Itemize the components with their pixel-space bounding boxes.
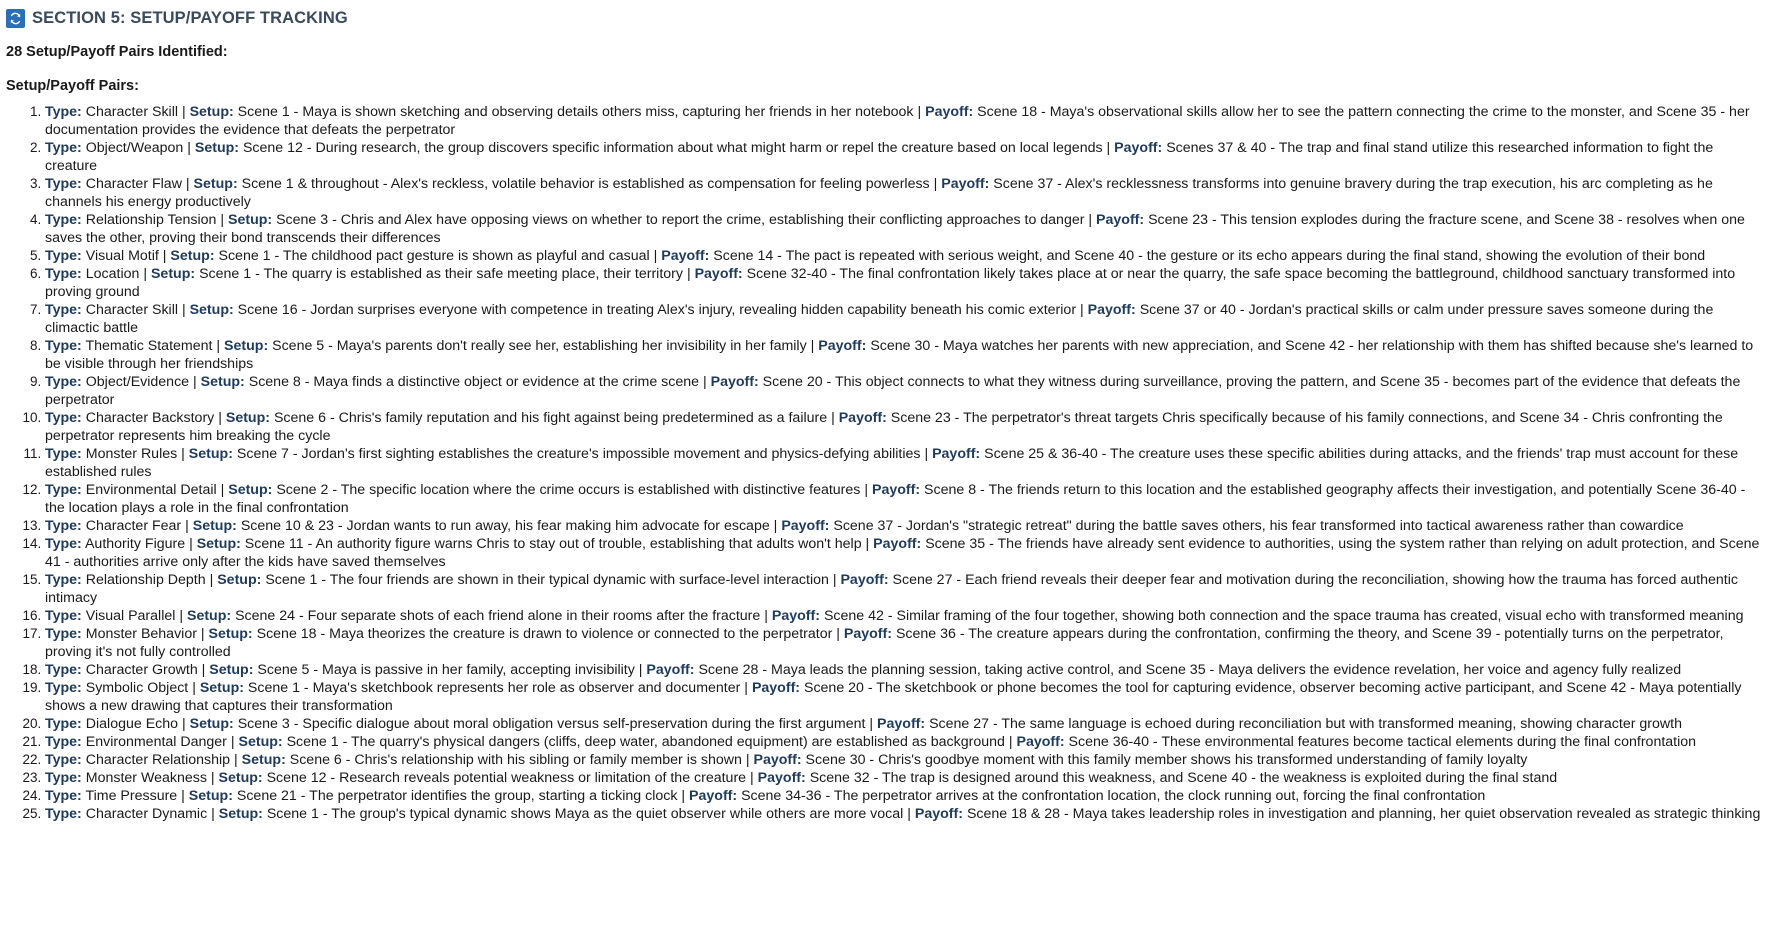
type-label: Type: — [45, 410, 82, 426]
type-value: Object/Weapon — [85, 140, 184, 156]
separator: | — [177, 446, 189, 462]
type-value: Visual Motif — [85, 248, 159, 264]
setup-label: Setup: — [193, 176, 238, 192]
list-item — [45, 661, 1768, 679]
setup-label: Setup: — [189, 104, 234, 120]
payoff-label: Payoff: — [840, 572, 889, 588]
payoff-value: Scene 36 - The creature appears during the confrontation, confirming the theory, and Scene 39 - potentially turns on the perpetrator, proving it's not fully controlled — [45, 626, 1724, 660]
separator: | — [1102, 140, 1115, 156]
separator: | — [158, 248, 171, 264]
payoff-value: Scene 18 & 28 - Maya takes leadership roles in investigation and planning, her quiet observation revealed as strategic thinking — [966, 806, 1761, 822]
setup-value: Scene 1 - Maya is shown sketching and observing details others miss, capturing her friends in her notebook — [237, 104, 914, 120]
separator: | — [740, 680, 752, 696]
separator: | — [769, 518, 782, 534]
setup-label: Setup: — [228, 212, 273, 228]
setup-label: Setup: — [209, 662, 254, 678]
list-item — [45, 679, 1768, 715]
separator: | — [860, 482, 872, 498]
separator: | — [1004, 734, 1017, 750]
setup-label: Setup: — [224, 338, 269, 354]
section-title: SECTION 5: SETUP/PAYOFF TRACKING — [32, 8, 348, 27]
setup-value: Scene 3 - Specific dialogue about moral obligation versus self-preservation during the first argument — [237, 716, 866, 732]
setup-value: Scene 2 - The specific location where the crime occurs is established with distinctive features — [276, 482, 861, 498]
setup-label: Setup: — [228, 482, 273, 498]
separator: | — [828, 572, 841, 588]
payoff-value: Scene 23 - This tension explodes during the fracture scene, and Scene 38 - resolves when one saves the other, proving their bond transcends their differences — [45, 212, 1745, 246]
separator: | — [216, 482, 229, 498]
separator: | — [181, 176, 194, 192]
setup-label: Setup: — [188, 446, 233, 462]
type-label: Type: — [45, 662, 82, 678]
setup-label: Setup: — [199, 680, 244, 696]
separator: | — [920, 446, 933, 462]
list-item — [45, 409, 1768, 445]
separator: | — [1076, 302, 1088, 318]
separator: | — [206, 770, 219, 786]
setup-value: Scene 1 - The four friends are shown in their typical dynamic with surface-level interaction — [265, 572, 829, 588]
list-item — [45, 517, 1768, 535]
list-item — [45, 481, 1768, 517]
payoff-value: Scene 37 - Jordan's "strategic retreat" during the battle saves others, his fear transformed into tactical awareness rather than cowardice — [833, 518, 1684, 534]
setup-value: Scene 24 - Four separate shots of each friend alone in their rooms after the fracture — [235, 608, 761, 624]
payoff-label: Payoff: — [753, 752, 802, 768]
type-value: Relationship Depth — [85, 572, 206, 588]
separator: | — [746, 770, 758, 786]
payoff-label: Payoff: — [781, 518, 830, 534]
type-label: Type: — [45, 536, 82, 552]
setup-label: Setup: — [189, 716, 234, 732]
list-item — [45, 103, 1768, 139]
payoff-label: Payoff: — [751, 680, 801, 696]
separator: | — [189, 374, 201, 390]
type-label: Type: — [45, 302, 82, 318]
separator: | — [827, 410, 839, 426]
setup-value: Scene 8 - Maya finds a distinctive object or evidence at the crime scene — [248, 374, 700, 390]
list-item — [45, 715, 1768, 733]
setup-label: Setup: — [217, 572, 262, 588]
type-value: Thematic Statement — [85, 338, 213, 354]
list-item — [45, 175, 1768, 211]
separator: | — [865, 716, 878, 732]
setup-value: Scene 11 - An authority figure warns Chris to stay out of trouble, establishing that adults won't help — [244, 536, 862, 552]
payoff-value: Scene 37 or 40 - Jordan's practical skills or calm under pressure saves someone during the climactic battle — [45, 302, 1714, 336]
payoff-value: Scene 20 - The sketchbook or phone becomes the tool for capturing evidence, observer becoming active participant, and Scene 42 - Maya potentially shows a new drawing that captures their transformation — [45, 680, 1742, 714]
separator: | — [178, 716, 190, 732]
payoff-label: Payoff: — [661, 248, 710, 264]
setup-label: Setup: — [170, 248, 215, 264]
separator: | — [913, 104, 926, 120]
type-value: Monster Weakness — [85, 770, 207, 786]
separator: | — [929, 176, 942, 192]
list-item — [45, 625, 1768, 661]
type-value: Character Skill — [85, 104, 178, 120]
separator: | — [1084, 212, 1097, 228]
type-value: Monster Behavior — [85, 626, 197, 642]
setup-label: Setup: — [218, 806, 263, 822]
payoff-value: Scene 14 - The pact is repeated with serious weight, and Scene 40 - the gesture or its echo appears during the final stand, showing the evolution of their bond — [713, 248, 1706, 264]
separator: | — [677, 788, 690, 804]
separator: | — [230, 752, 242, 768]
setup-label: Setup: — [186, 608, 232, 624]
separator: | — [683, 266, 695, 282]
setup-value: Scene 1 & throughout - Alex's reckless, volatile behavior is established as compensation for feeling powerless — [241, 176, 930, 192]
setup-value: Scene 3 - Chris and Alex have opposing views on whether to report the crime, establishing their conflicting approaches to danger — [276, 212, 1085, 228]
type-label: Type: — [45, 770, 82, 786]
list-item — [45, 445, 1768, 481]
type-label: Type: — [45, 608, 82, 624]
type-value: Character Flaw — [85, 176, 182, 192]
type-label: Type: — [45, 140, 82, 156]
payoff-value: Scene 30 - Chris's goodbye moment with this family member shows his transformed understanding of family loyalty — [805, 752, 1528, 768]
type-value: Character Skill — [85, 302, 178, 318]
list-item — [45, 805, 1768, 823]
payoff-label: Payoff: — [843, 626, 892, 642]
separator: | — [216, 212, 228, 228]
setup-value: Scene 7 - Jordan's first sighting establishes the creature's impossible movement and physics-defying abilities — [236, 446, 921, 462]
setup-label: Setup: — [225, 410, 270, 426]
setup-label: Setup: — [188, 788, 233, 804]
setup-label: Setup: — [238, 734, 283, 750]
payoff-label: Payoff: — [914, 806, 963, 822]
separator: | — [178, 104, 190, 120]
refresh-icon — [6, 9, 25, 28]
list-item — [45, 139, 1768, 175]
payoff-label: Payoff: — [873, 536, 922, 552]
type-value: Monster Rules — [85, 446, 178, 462]
payoff-label: Payoff: — [694, 266, 743, 282]
pairs-list — [6, 103, 1768, 823]
type-label: Type: — [45, 338, 82, 354]
setup-label: Setup: — [241, 752, 286, 768]
payoff-value: Scene 23 - The perpetrator's threat targets Chris specifically because of his family connections, and Scene 34 - Chris confronting the perpetrator represents him breaking the cycle — [45, 410, 1723, 444]
type-value: Symbolic Object — [85, 680, 189, 696]
setup-label: Setup: — [150, 266, 196, 282]
type-label: Type: — [45, 212, 82, 228]
separator: | — [806, 338, 819, 354]
payoff-value: Scene 25 & 36-40 - The creature uses these specific abilities during attacks, and the friends' trap must account for these established rules — [45, 446, 1739, 480]
type-label: Type: — [45, 482, 82, 498]
separator: | — [634, 662, 647, 678]
setup-value: Scene 1 - Maya's sketchbook represents her role as observer and documenter — [247, 680, 741, 696]
payoff-value: Scene 8 - The friends return to this location and the established geography affects their investigation, and potentially Scene 36-40 - the location plays a role in the final confrontation — [45, 482, 1746, 516]
list-item — [45, 607, 1768, 625]
setup-value: Scene 1 - The childhood pact gesture is shown as playful and casual — [218, 248, 650, 264]
type-label: Type: — [45, 734, 82, 750]
payoff-label: Payoff: — [710, 374, 759, 390]
pair-count: 28 Setup/Payoff Pairs Identified: — [6, 44, 228, 60]
type-value: Location — [85, 266, 140, 282]
type-label: Type: — [45, 806, 82, 822]
setup-value: Scene 21 - The perpetrator identifies the group, starting a ticking clock — [236, 788, 678, 804]
list-item — [45, 301, 1768, 337]
payoff-value: Scene 34-36 - The perpetrator arrives at the confrontation location, the clock running out, forcing the final confrontation — [741, 788, 1486, 804]
list-item — [45, 769, 1768, 787]
setup-label: Setup: — [200, 374, 245, 390]
setup-label: Setup: — [208, 626, 253, 642]
setup-label: Setup: — [196, 536, 241, 552]
setup-value: Scene 12 - During research, the group discovers specific information about what might harm or repel the creature based on local legends — [242, 140, 1103, 156]
setup-label: Setup: — [189, 302, 234, 318]
payoff-value: Scene 32 - The trap is designed around this weakness, and Scene 40 - the weakness is exploited during the final stand — [809, 770, 1558, 786]
type-label: Type: — [45, 374, 82, 390]
setup-label: Setup: — [192, 518, 237, 534]
type-label: Type: — [45, 446, 82, 462]
separator: | — [185, 536, 197, 552]
type-label: Type: — [45, 626, 82, 642]
payoff-value: Scene 27 - Each friend reveals their deeper fear and motivation during the reconciliation, showing how the trauma has forced authentic intimacy — [45, 572, 1738, 606]
payoff-label: Payoff: — [646, 662, 695, 678]
type-value: Character Backstory — [85, 410, 215, 426]
payoff-label: Payoff: — [941, 176, 990, 192]
separator: | — [226, 734, 239, 750]
payoff-label: Payoff: — [1096, 212, 1145, 228]
type-value: Relationship Tension — [85, 212, 217, 228]
list-item — [45, 733, 1768, 751]
type-label: Type: — [45, 788, 82, 804]
type-value: Authority Figure — [84, 536, 186, 552]
type-label: Type: — [45, 572, 82, 588]
setup-value: Scene 16 - Jordan surprises everyone with competence in treating Alex's injury, revealing hidden capability beneath his comic exterior — [237, 302, 1077, 318]
type-value: Time Pressure — [85, 788, 178, 804]
setup-value: Scene 12 - Research reveals potential weakness or limitation of the creature — [266, 770, 747, 786]
separator: | — [196, 626, 209, 642]
payoff-label: Payoff: — [689, 788, 738, 804]
separator: | — [205, 572, 218, 588]
list-item — [45, 211, 1768, 247]
setup-value: Scene 6 - Chris's family reputation and his fight against being predetermined as a failure — [273, 410, 828, 426]
setup-value: Scene 10 & 23 - Jordan wants to run away, his fear making him advocate for escape — [240, 518, 770, 534]
separator: | — [188, 680, 200, 696]
separator: | — [197, 662, 210, 678]
payoff-value: Scene 28 - Maya leads the planning session, taking active control, and Scene 35 - Maya delivers the evidence revelation, her voice and agency fully realized — [698, 662, 1682, 678]
separator: | — [177, 788, 189, 804]
type-value: Character Relationship — [85, 752, 231, 768]
payoff-value: Scenes 37 & 40 - The trap and final stand utilize this researched information to fight the creature — [45, 140, 1714, 174]
payoff-value: Scene 36-40 - These environmental features become tactical elements during the final confrontation — [1068, 734, 1697, 750]
type-label: Type: — [45, 176, 82, 192]
payoff-label: Payoff: — [877, 716, 926, 732]
type-label: Type: — [45, 248, 82, 264]
payoff-value: Scene 18 - Maya's observational skills allow her to see the pattern connecting the crime to the monster, and Scene 35 - her documentation provides the evidence that defeats the perpetrator — [45, 104, 1750, 138]
separator: | — [207, 806, 219, 822]
payoff-label: Payoff: — [1114, 140, 1163, 156]
type-value: Environmental Danger — [85, 734, 227, 750]
type-value: Dialogue Echo — [85, 716, 179, 732]
separator: | — [212, 338, 225, 354]
separator: | — [139, 266, 151, 282]
payoff-label: Payoff: — [818, 338, 867, 354]
list-item — [45, 337, 1768, 373]
list-item — [45, 373, 1768, 409]
separator: | — [741, 752, 754, 768]
payoff-value: Scene 27 - The same language is echoed during reconciliation but with transformed meaning, showing character growth — [929, 716, 1682, 732]
type-label: Type: — [45, 518, 82, 534]
payoff-label: Payoff: — [1087, 302, 1136, 318]
type-value: Character Growth — [85, 662, 198, 678]
separator: | — [183, 140, 195, 156]
separator: | — [832, 626, 844, 642]
type-label: Type: — [45, 266, 82, 282]
type-value: Character Dynamic — [85, 806, 208, 822]
payoff-value: Scene 37 - Alex's recklessness transforms into genuine bravery during the trap execution, his arc completing as he channels his energy productively — [45, 176, 1713, 210]
payoff-label: Payoff: — [925, 104, 974, 120]
separator: | — [214, 410, 226, 426]
payoff-label: Payoff: — [871, 482, 921, 498]
type-label: Type: — [45, 680, 82, 696]
payoff-value: Scene 30 - Maya watches her parents with new appreciation, and Scene 42 - her relationship with them has shifted because she's learned to be visible through her friendships — [45, 338, 1754, 372]
type-value: Object/Evidence — [85, 374, 190, 390]
list-item — [45, 265, 1768, 301]
separator: | — [699, 374, 711, 390]
section-header — [6, 7, 1768, 29]
separator: | — [649, 248, 662, 264]
payoff-label: Payoff: — [1016, 734, 1065, 750]
setup-value: Scene 1 - The quarry is established as their safe meeting place, their territory — [199, 266, 683, 282]
list-item — [45, 751, 1768, 769]
separator: | — [861, 536, 874, 552]
setup-value: Scene 1 - The quarry's physical dangers (cliffs, deep water, abandoned equipment) are established as background — [286, 734, 1005, 750]
separator: | — [175, 608, 187, 624]
setup-value: Scene 6 - Chris's relationship with his sibling or family member is shown — [289, 752, 742, 768]
separator: | — [181, 518, 193, 534]
pairs-heading: Setup/Payoff Pairs: — [6, 78, 139, 94]
payoff-value: Scene 42 - Similar framing of the four together, showing both connection and the space trauma has created, visual echo with transformed meaning — [823, 608, 1744, 624]
type-value: Visual Parallel — [85, 608, 176, 624]
setup-value: Scene 5 - Maya is passive in her family, accepting invisibility — [257, 662, 635, 678]
payoff-value: Scene 20 - This object connects to what they witness during surveillance, proving the pattern, and Scene 35 - becomes part of the evidence that defeats the perpetrator — [45, 374, 1741, 408]
setup-value: Scene 5 - Maya's parents don't really see her, establishing her invisibility in her family — [272, 338, 807, 354]
type-label: Type: — [45, 716, 82, 732]
list-item — [45, 571, 1768, 607]
type-value: Environmental Detail — [85, 482, 217, 498]
setup-label: Setup: — [218, 770, 263, 786]
separator: | — [178, 302, 190, 318]
list-item — [45, 535, 1768, 571]
setup-value: Scene 1 - The group's typical dynamic shows Maya as the quiet observer while others are more vocal — [266, 806, 904, 822]
setup-label: Setup: — [194, 140, 240, 156]
payoff-label: Payoff: — [757, 770, 806, 786]
payoff-value: Scene 32-40 - The final confrontation likely takes place at or near the quarry, the safe space becoming the battleground, childhood sanctuary transformed into proving ground — [45, 266, 1736, 300]
type-label: Type: — [45, 752, 82, 768]
type-label: Type: — [45, 104, 82, 120]
separator: | — [903, 806, 915, 822]
setup-value: Scene 18 - Maya theorizes the creature is drawn to violence or connected to the perpetrator — [256, 626, 833, 642]
list-item — [45, 787, 1768, 805]
payoff-label: Payoff: — [771, 608, 820, 624]
type-value: Character Fear — [85, 518, 182, 534]
payoff-label: Payoff: — [838, 410, 887, 426]
payoff-value: Scene 35 - The friends have already sent evidence to authorities, using the system rather than relying on adult protection, and Scene 41 - authorities arrive only after the kids have saved themselves — [45, 536, 1760, 570]
payoff-label: Payoff: — [932, 446, 981, 462]
list-item — [45, 247, 1768, 265]
separator: | — [760, 608, 772, 624]
